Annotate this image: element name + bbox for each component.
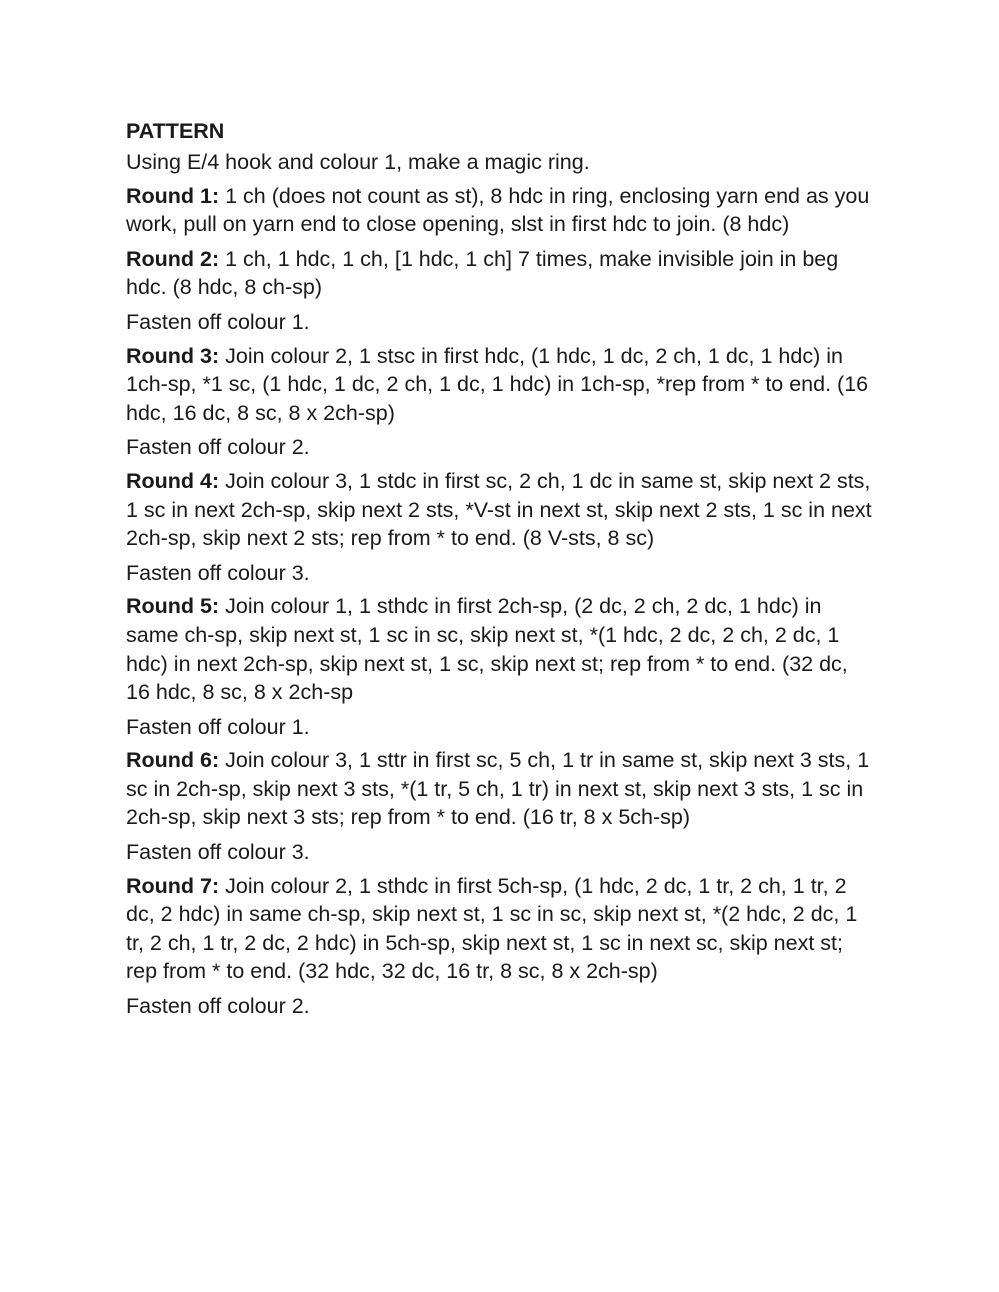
round-3-fasten-off: Fasten off colour 2. xyxy=(126,435,310,460)
pattern-content xyxy=(126,117,876,1026)
round-6-fasten-off: Fasten off colour 3. xyxy=(126,840,310,865)
round-5-text: Join colour 1, 1 sthdc in first 2ch-sp, (2 dc, 2 ch, 2 dc, 1 hdc) in same ch-sp, skip next st, 1 sc in sc, skip next st, *(1 hdc, 2 dc, 2 ch, 2 dc, 1 hdc) in next 2ch-sp, skip next st, 1 sc, skip next st; rep from * to end. (32 dc, 16 hdc, 8 sc, 8 x 2ch-sp xyxy=(126,594,848,705)
intro-text: Using E/4 hook and colour 1, make a magic ring. xyxy=(126,150,590,174)
round-7-label: Round 7: xyxy=(126,873,220,898)
round-7-fasten-off: Fasten off colour 2. xyxy=(126,994,310,1019)
round-3-label: Round 3: xyxy=(126,343,220,368)
round-5-fasten-off: Fasten off colour 1. xyxy=(126,714,310,739)
round-4 xyxy=(126,467,876,553)
round-6 xyxy=(126,746,876,832)
round-6-label: Round 6: xyxy=(126,748,220,773)
round-3 xyxy=(126,342,876,428)
round-1-text: 1 ch (does not count as st), 8 hdc in ring, enclosing yarn end as you work, pull on yarn end to close opening, slst in first hdc to join. (8 hdc) xyxy=(126,183,870,237)
round-7-text: Join colour 2, 1 sthdc in first 5ch-sp, (1 hdc, 2 dc, 1 tr, 2 ch, 1 tr, 2 dc, 2 hdc) in same ch-sp, skip next st, 1 sc in sc, skip next st, *(2 hdc, 2 dc, 1 tr, 2 ch, 1 tr, 2 dc, 2 hdc) in 5ch-sp, skip next st, 1 sc in next sc, skip next st; rep from * to end. (32 hdc, 32 dc, 16 tr, 8 sc, 8 x 2ch-sp) xyxy=(126,873,858,984)
round-2-text: 1 ch, 1 hdc, 1 ch, [1 hdc, 1 ch] 7 times, make invisible join in beg hdc. (8 hdc, 8 ch-sp) xyxy=(126,246,839,300)
round-1-label: Round 1: xyxy=(126,183,220,208)
round-2-label: Round 2: xyxy=(126,246,220,271)
round-5-label: Round 5: xyxy=(126,594,220,619)
round-3-text: Join colour 2, 1 stsc in first hdc, (1 hdc, 1 dc, 2 ch, 1 dc, 1 hdc) in 1ch-sp, *1 sc, (1 hdc, 1 dc, 2 ch, 1 dc, 1 hdc) in 1ch-sp, *rep from * to end. (16 hdc, 16 dc, 8 sc, 8 x 2ch-sp) xyxy=(126,343,869,425)
round-4-fasten-off: Fasten off colour 3. xyxy=(126,560,310,585)
round-2-fasten-off: Fasten off colour 1. xyxy=(126,309,310,334)
round-1 xyxy=(126,182,876,239)
round-5 xyxy=(126,592,876,706)
round-2 xyxy=(126,245,876,302)
round-6-text: Join colour 3, 1 sttr in first sc, 5 ch, 1 tr in same st, skip next 3 sts, 1 sc in 2ch-sp, skip next 3 sts, *(1 tr, 5 ch, 1 tr) in next st, skip next 3 sts, 1 sc in 2ch-sp, skip next 3 sts; rep from * to end. (16 tr, 8 x 5ch-sp) xyxy=(126,748,870,830)
round-4-text: Join colour 3, 1 stdc in first sc, 2 ch, 1 dc in same st, skip next 2 sts, 1 sc in next 2ch-sp, skip next 2 sts, *V-st in next st, skip next 2 sts, 1 sc in next 2ch-sp, skip next 2 sts; rep from * to end. (8 V-sts, 8 sc) xyxy=(126,468,872,551)
round-7 xyxy=(126,872,876,986)
pattern-heading: PATTERN xyxy=(126,119,225,143)
round-4-label: Round 4: xyxy=(126,468,220,493)
